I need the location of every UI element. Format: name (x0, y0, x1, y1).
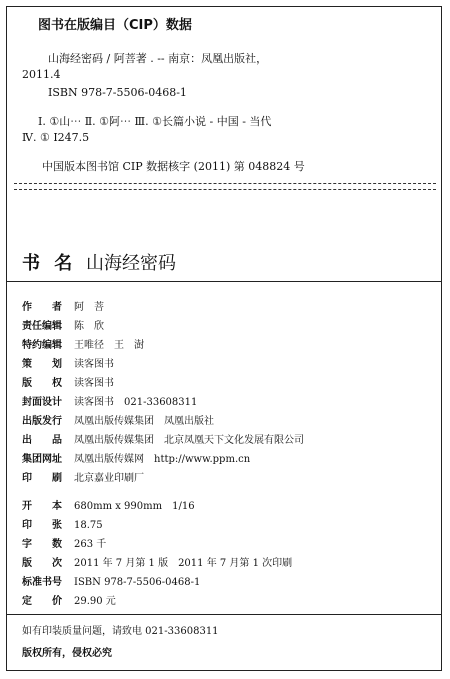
book-title-value: 山海经密码 (86, 253, 177, 274)
credit-row (22, 469, 144, 484)
spec-row (22, 535, 106, 550)
book-title (22, 249, 176, 275)
footer-divider (6, 614, 442, 615)
spec-value: 263 千 (74, 539, 107, 550)
cip-line-5: Ⅳ. ① I247.5 (22, 131, 90, 144)
spec-label: 定 价 (22, 596, 62, 607)
credit-value: 读客图书 (74, 378, 114, 389)
spec-value: 18.75 (74, 520, 103, 531)
credit-label: 特约编辑 (22, 340, 62, 351)
spec-label: 印 张 (22, 520, 62, 531)
spec-label: 版 次 (22, 558, 62, 569)
credit-label: 出版发行 (22, 416, 62, 427)
credit-value: 北京嘉业印刷厂 (74, 473, 144, 484)
credit-label: 封面设计 (22, 397, 62, 408)
credit-value: 读客图书 021-33608311 (74, 397, 198, 408)
credit-row (22, 317, 104, 332)
spec-row (22, 497, 195, 512)
credit-row (22, 355, 114, 370)
credit-label: 作 者 (22, 302, 62, 313)
spec-value: 29.90 元 (74, 596, 116, 607)
spec-value: ISBN 978-7-5506-0468-1 (74, 577, 201, 588)
cip-line-1: 山海经密码 / 阿菩著 . -- 南京：凤凰出版社， (48, 52, 268, 65)
credit-value: 凤凰出版传媒网 http://www.ppm.cn (74, 454, 251, 465)
rights-notice: 版权所有，侵权必究 (22, 648, 112, 659)
credit-label: 印 刷 (22, 473, 62, 484)
spec-label: 开 本 (22, 501, 62, 512)
credit-label: 版 权 (22, 378, 62, 389)
credit-row (22, 374, 114, 389)
title-divider (6, 281, 442, 282)
spec-value: 680mm x 990mm 1/16 (74, 501, 195, 512)
cip-line-4: Ⅰ. ①山⋯ Ⅱ. ①阿⋯ Ⅲ. ①长篇小说 - 中国 - 当代 (38, 115, 272, 128)
book-title-label: 书 名 (22, 253, 77, 274)
credit-row (22, 450, 250, 465)
spec-value: 2011 年 7 月第 1 版 2011 年 7 月第 1 次印刷 (74, 558, 293, 569)
spec-row (22, 573, 200, 588)
spec-label: 字 数 (22, 539, 62, 550)
spec-row (22, 592, 116, 607)
credit-value: 王唯径 王 澍 (74, 340, 144, 351)
credit-label: 集团网址 (22, 454, 62, 465)
credit-label: 出 品 (22, 435, 62, 446)
credit-value: 凤凰出版传媒集团 北京凤凰天下文化发展有限公司 (74, 435, 304, 446)
credit-value: 读客图书 (74, 359, 114, 370)
credit-label: 策 划 (22, 359, 62, 370)
credit-value: 凤凰出版传媒集团 凤凰出版社 (74, 416, 214, 427)
dashed-divider-bottom (14, 189, 436, 190)
cip-line-6: 中国版本图书馆 CIP 数据核字 (2011) 第 048824 号 (42, 160, 305, 173)
spec-row (22, 554, 292, 569)
cip-title: 图书在版编目（CIP）数据 (38, 18, 192, 33)
credit-row (22, 336, 144, 351)
credit-row (22, 298, 104, 313)
quality-note: 如有印装质量问题，请致电 021-33608311 (22, 626, 219, 637)
spec-row (22, 516, 103, 531)
dashed-divider-top (14, 183, 436, 184)
cip-line-2: 2011.4 (22, 68, 61, 81)
credit-label: 责任编辑 (22, 321, 62, 332)
credit-row (22, 431, 304, 446)
credit-row (22, 393, 197, 408)
credit-value: 陈 欣 (74, 321, 104, 332)
credit-value: 阿 菩 (74, 302, 104, 313)
credit-row (22, 412, 214, 427)
spec-label: 标准书号 (22, 577, 62, 588)
cip-line-3: ISBN 978-7-5506-0468-1 (48, 86, 187, 99)
